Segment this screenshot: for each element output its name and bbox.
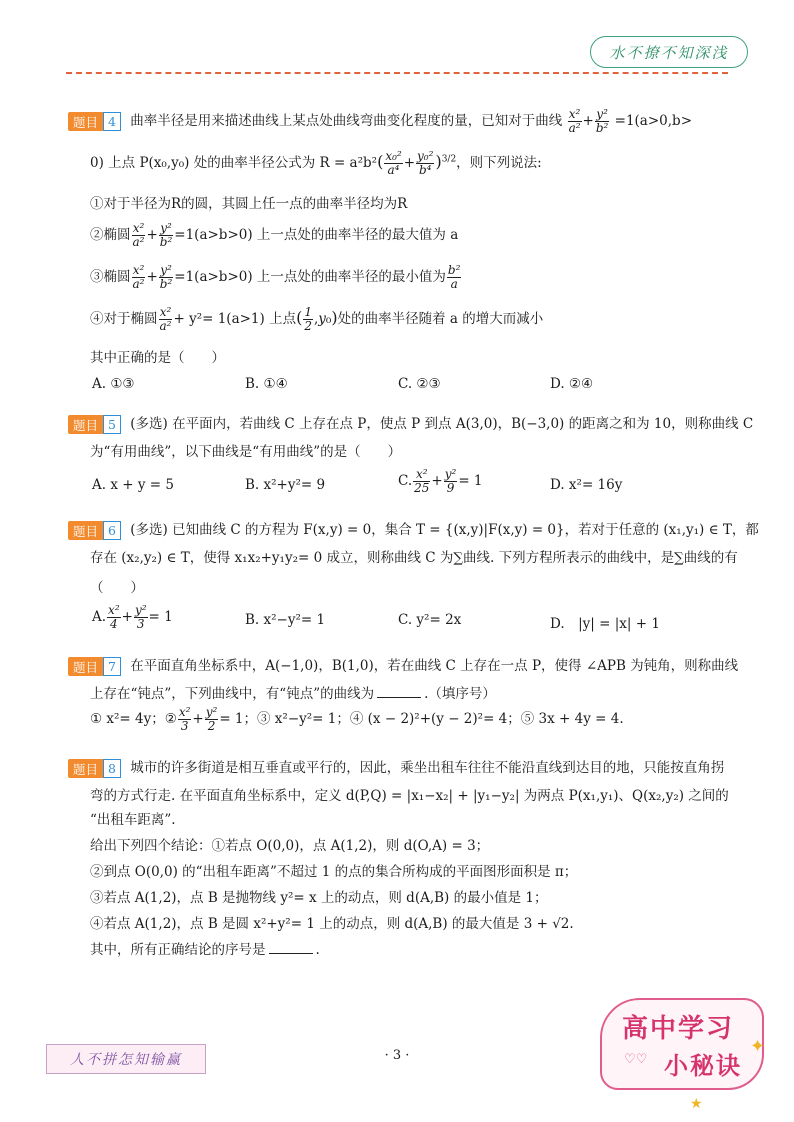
q6-option-c[interactable]: C. y²= 2x (398, 612, 462, 628)
q5-line1: 题目 5 (多选) 在平面内，若曲线 C 上存在点 P，使点 P 到点 A(3,0)，B(−3,0) 的距离之和为 10，则称曲线 C (68, 412, 753, 434)
q8-line4: 给出下列四个结论：①若点 O(0,0)，点 A(1,2)，则 d(O,A) = 3； (90, 838, 490, 854)
q5-option-b[interactable]: B. x²+y²= 9 (245, 477, 326, 493)
q6-line2: 存在 (x₂,y₂) ∈ T，使得 x₁x₂+y₁y₂= 0 成立，则称曲线 C 为∑曲线. 下列方程所表示的曲线中，是∑曲线的有 (90, 550, 738, 566)
q7-line1: 题目 7 在平面直角坐标系中，A(−1,0)，B(1,0)，若在曲线 C 上存在一点 P，使得 ∠APB 为钝角，则称曲线 (68, 654, 738, 676)
study-tips-sticker: 高中学习 小秘诀 ✦ ★ ♡♡ (600, 998, 764, 1090)
q4-line2: 0) 上点 P(x₀,y₀) 处的曲率半径公式为 R = a²b²( $\frac{\text{x₀²}}{\text{a⁴}}$ + $\frac{\text{y₀²}}{\text{b⁴}}$ )$^{3/2}$，则下列说法: (90, 149, 542, 177)
q8-line8: 其中，所有正确结论的序号是 . (90, 942, 320, 958)
q8-line6: ③若点 A(1,2)，点 B 是抛物线 y²= x 上的动点，则 d(A,B) 的最小值是 1； (90, 890, 548, 906)
q8-line5: ②到点 O(0,0) 的“出租车距离”不超过 1 的点的集合所构成的平面图形面积是 π； (90, 864, 578, 880)
q6-badge: 题目 6 (68, 521, 121, 540)
footer-slogan: 人不拼怎知输赢 (46, 1044, 206, 1074)
q6-option-a[interactable]: A. $\frac{\text{x²}}{4}$ + $\frac{\text{y²}}{3}$ = 1 (92, 603, 173, 631)
q4-statement3: ③椭圆 $\frac{\text{x²}}{\text{a²}}$ + $\frac{\text{y²}}{\text{b²}}$ =1(a>b>0) 上一点处的曲率半径的最小值为 $\frac{\text{b²}}{a}$ (90, 263, 461, 291)
frac-x2-a2: $\frac{\text{x²}}{\text{a²}}$ (568, 107, 581, 135)
q4-option-d[interactable]: D. ②④ (550, 376, 594, 392)
q4-statement1: ①对于半径为R的圆，其圆上任一点的曲率半径均为R (90, 196, 408, 212)
q6-option-b[interactable]: B. x²−y²= 1 (245, 612, 326, 628)
q7-answer-blank[interactable] (377, 697, 421, 698)
q4-option-a[interactable]: A. ①③ (92, 376, 135, 392)
q8-answer-blank[interactable] (269, 953, 313, 954)
q4-option-b[interactable]: B. ①④ (245, 376, 288, 392)
q4-option-c[interactable]: C. ②③ (398, 376, 441, 392)
q4-statement2: ②椭圆 $\frac{\text{x²}}{\text{a²}}$ + $\frac{\text{y²}}{\text{b²}}$ =1(a>b>0) 上一点处的曲率半径的最大值为 a (90, 221, 459, 249)
q6-option-d[interactable]: D. |y| = |x| + 1 (550, 616, 660, 632)
q6-line1: 题目 6 (多选) 已知曲线 C 的方程为 F(x,y) = 0，集合 T = {(x,y)|F(x,y) = 0}，若对于任意的 (x₁,y₁) ∈ T，都 (68, 518, 759, 540)
q4-statement4: ④对于椭圆 $\frac{\text{x²}}{\text{a²}}$ + y²= 1(a>1) 上点( $\frac{1}{2}$ ,y₀)处的曲率半径随着 a 的增大而减小 (90, 305, 544, 333)
q4-line1: 题目 4 曲率半径是用来描述曲线上某点处曲线弯曲变化程度的量，已知对于曲线 $\frac{\text{x²}}{\text{a²}}$ + $\frac{\text{y²}}{\text{b²}}$ =1(a>0,b> (68, 108, 692, 135)
heart-icon: ♡♡ (624, 1052, 648, 1067)
q5-option-a[interactable]: A. x + y = 5 (92, 477, 174, 493)
q5-option-d[interactable]: D. x²= 16y (550, 477, 623, 493)
q8-line1: 题目 8 城市的许多街道是相互垂直或平行的，因此，乘坐出租车往往不能沿直线到达目的地，只能按直角拐 (68, 756, 724, 778)
header-tag: 水不撩不知深浅 (590, 36, 748, 68)
page-number: · 3 · (384, 1048, 410, 1063)
q7-line3: ① x²= 4y；② $\frac{\text{x²}}{3}$ + $\frac{\text{y²}}{2}$ = 1；③ x²−y²= 1；④ (x − 2)²+(y − 2)²= 4；⑤ 3x + 4y = 4. (90, 705, 624, 733)
q5-line2: 为“有用曲线”，以下曲线是“有用曲线”的是（ ） (90, 444, 402, 460)
q5-option-c[interactable]: C. $\frac{\text{x²}}{25}$ + $\frac{\text{y²}}{9}$ = 1 (398, 467, 483, 495)
header-divider (66, 72, 728, 74)
star-icon: ★ (690, 1096, 703, 1112)
q8-badge: 题目 8 (68, 759, 121, 778)
q6-line3: （ ） (90, 580, 144, 596)
q8-line2: 弯的方式行走. 在平面直角坐标系中，定义 d(P,Q) = |x₁−x₂| + |y₁−y₂| 为两点 P(x₁,y₁)、Q(x₂,y₂) 之间的 (90, 788, 729, 804)
q8-line7: ④若点 A(1,2)，点 B 是圆 x²+y²= 1 上的动点，则 d(A,B) 的最大值是 3 + √2. (90, 916, 574, 932)
q8-line3: “出租车距离”. (90, 812, 176, 828)
q4-ask: 其中正确的是（ ） (90, 350, 225, 366)
q7-line2: 上存在“钝点”，下列曲线中，有“钝点”的曲线为 .（填序号） (90, 686, 496, 702)
q7-badge: 题目 7 (68, 657, 121, 676)
q4-badge: 题目 4 (68, 112, 121, 131)
frac-y2-b2: $\frac{\text{y²}}{\text{b²}}$ (595, 107, 609, 135)
q5-badge: 题目 5 (68, 415, 121, 434)
sparkle-icon: ✦ (750, 1036, 766, 1057)
